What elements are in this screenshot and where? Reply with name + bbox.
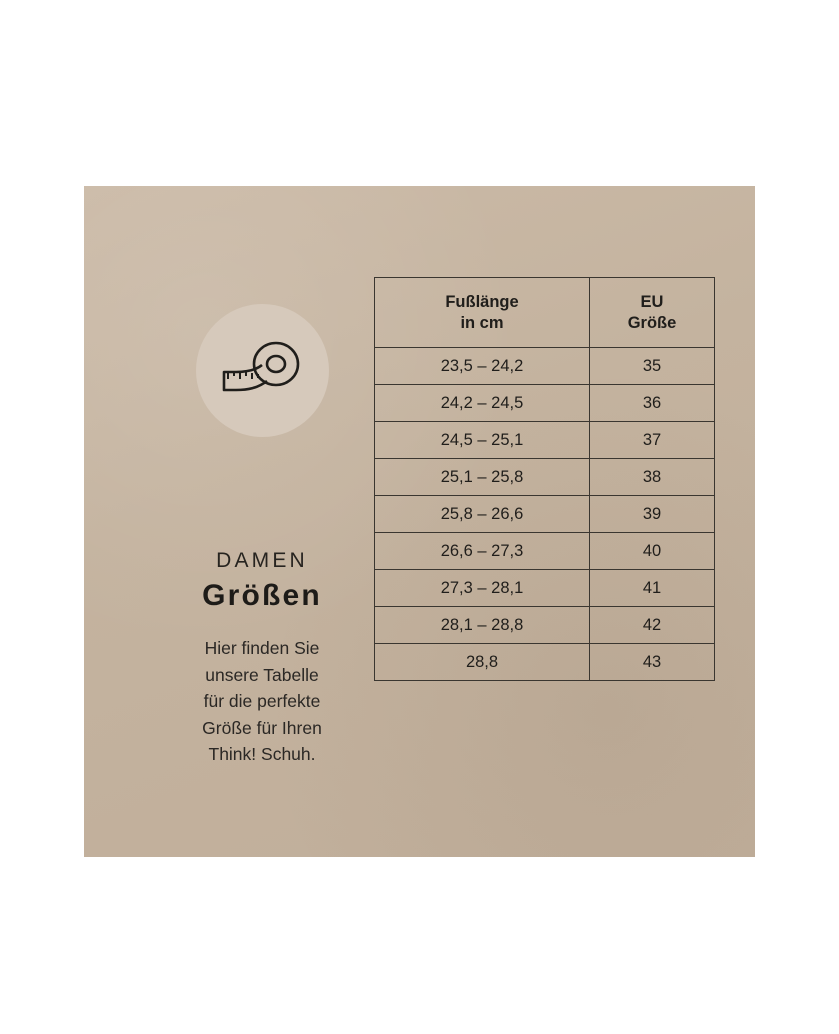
size-chart-card xyxy=(84,186,755,857)
table-row xyxy=(375,459,715,496)
intro-text-line: Größe für Ihren xyxy=(202,717,322,738)
table-row xyxy=(375,385,715,422)
cell-eu-size: 39 xyxy=(590,496,715,533)
cell-foot-length: 25,1 – 25,8 xyxy=(375,459,590,496)
table-row xyxy=(375,422,715,459)
heading-category: DAMEN xyxy=(216,549,308,572)
measuring-tape-icon-badge xyxy=(196,304,329,437)
cell-eu-size: 41 xyxy=(590,570,715,607)
column-header-foot-length xyxy=(375,278,590,348)
intro-column xyxy=(162,304,362,768)
size-table xyxy=(374,277,715,681)
heading-title: Größen xyxy=(202,579,322,612)
column-header-eu-size-line1: EU xyxy=(640,292,664,311)
cell-eu-size: 43 xyxy=(590,644,715,681)
cell-eu-size: 36 xyxy=(590,385,715,422)
measuring-tape-icon xyxy=(214,338,310,403)
table-row xyxy=(375,644,715,681)
intro-text-line: für die perfekte xyxy=(203,691,321,712)
intro-text-line: Think! Schuh. xyxy=(208,744,316,765)
cell-foot-length: 28,8 xyxy=(375,644,590,681)
cell-eu-size: 37 xyxy=(590,422,715,459)
cell-foot-length: 27,3 – 28,1 xyxy=(375,570,590,607)
cell-eu-size: 42 xyxy=(590,607,715,644)
table-row xyxy=(375,607,715,644)
table-row xyxy=(375,348,715,385)
size-table-container xyxy=(374,277,714,681)
cell-foot-length: 26,6 – 27,3 xyxy=(375,533,590,570)
table-header-row xyxy=(375,278,715,348)
table-row xyxy=(375,570,715,607)
size-table-body xyxy=(375,348,715,681)
table-row xyxy=(375,496,715,533)
intro-text-line: unsere Tabelle xyxy=(205,664,319,685)
cell-foot-length: 24,2 – 24,5 xyxy=(375,385,590,422)
table-row xyxy=(375,533,715,570)
cell-foot-length: 25,8 – 26,6 xyxy=(375,496,590,533)
column-header-eu-size xyxy=(590,278,715,348)
cell-eu-size: 35 xyxy=(590,348,715,385)
cell-eu-size: 38 xyxy=(590,459,715,496)
cell-foot-length: 28,1 – 28,8 xyxy=(375,607,590,644)
column-header-foot-length-line2: in cm xyxy=(460,313,504,332)
intro-text-line: Hier finden Sie xyxy=(204,638,320,658)
column-header-eu-size-line2: Größe xyxy=(627,313,677,332)
intro-text xyxy=(162,635,362,768)
cell-eu-size: 40 xyxy=(590,533,715,570)
heading-block xyxy=(162,549,362,613)
cell-foot-length: 24,5 – 25,1 xyxy=(375,422,590,459)
column-header-foot-length-line1: Fußlänge xyxy=(445,292,519,311)
cell-foot-length: 23,5 – 24,2 xyxy=(375,348,590,385)
